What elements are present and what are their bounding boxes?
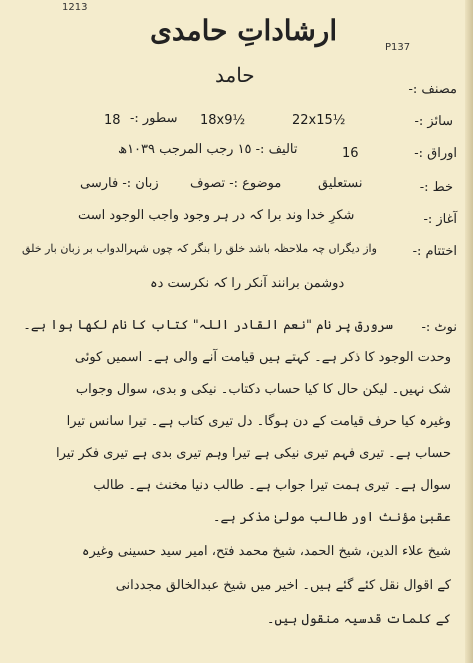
note-line-3: شک نہیں۔ لیکن حال کا کیا حساب دکتاب۔ نیکی و بدی، سوال وجواب bbox=[75, 382, 451, 397]
note-line-1: سرورق پر نام "نعم القادر اللہ" کتاب کا نام لکھا ہوا ہے۔ bbox=[23, 318, 393, 333]
size-label: سائز :- bbox=[414, 114, 453, 129]
khat-value: نستعلیق bbox=[318, 176, 363, 191]
note-label: نوٹ :- bbox=[421, 320, 457, 335]
auraq-value: 16 bbox=[342, 146, 359, 161]
zaban-value: زبان :- فارسی bbox=[80, 176, 159, 191]
ikhtitam-label: اختتام :- bbox=[412, 244, 457, 259]
size-inner-value: 18x9½ bbox=[200, 113, 246, 128]
aghaz-label: آغاز :- bbox=[423, 212, 457, 227]
musannif-label: مصنف :- bbox=[408, 82, 457, 97]
note-line-5: حساب ہے۔ تیری فہم تیری نیکی ہے تیرا وہم تیری بدی ہے تیری فکر تیرا bbox=[56, 446, 451, 461]
size-value: 22x15½ bbox=[292, 113, 346, 128]
reference-code: P137 bbox=[385, 42, 411, 53]
taleef-value: تالیف :- ١٥ رجب المرجب ١٠٣٩ھ bbox=[118, 142, 298, 157]
note-line-7: عقبیٰ مؤنث اور طالب مولیٰ مذکر ہے۔ bbox=[212, 510, 451, 525]
note-line-4: وغیرہ کیا حرف قیامت کے دن ہوگا۔ دل تیری کتاب ہے۔ تیرا سانس تیرا bbox=[66, 414, 451, 429]
note-line-8: شیخ علاء الدین، شیخ الحمد، شیخ محمد فتح، امیر سید حسینی وغیرہ bbox=[81, 544, 451, 559]
note-line-6: سوال ہے۔ تیری ہمت تیرا جواب ہے۔ طالب دنیا مخنث ہے۔ طالب bbox=[93, 478, 451, 493]
ikhtitam-line-1: واز دیگراں چہ ملاحظہ باشد خلق را بنگر کہ چوں شہرالدواب بر زبان بار خلق bbox=[22, 242, 377, 255]
note-line-9: کے اقوال نقل کئے گئے ہیں۔ اخیر میں شیخ عبدالخالق مجددانی bbox=[115, 578, 451, 593]
ikhtitam-line-2: دوشمن برانند آنکر را کہ نکرست دہ bbox=[150, 276, 345, 291]
author-name: حامد bbox=[215, 63, 255, 87]
page-number: 1213 bbox=[62, 2, 88, 13]
sutoor-label: سطور :- bbox=[130, 111, 178, 126]
sutoor-value: 18 bbox=[104, 113, 121, 128]
auraq-label: اوراق :- bbox=[414, 146, 457, 161]
note-line-2: وحدت الوجود کا ذکر ہے۔ کہتے ہیں قیامت آنے والی ہے۔ اسمیں کوئی bbox=[74, 350, 451, 365]
manuscript-title: ارشاداتِ حامدی bbox=[150, 14, 338, 47]
mauzu-value: موضوع :- تصوف bbox=[190, 176, 282, 191]
khat-label: خط :- bbox=[419, 180, 453, 195]
page-edge bbox=[465, 0, 473, 663]
aghaz-text: شکرِ خدا وند برا کہ در ہر وجود واجب الوجود است bbox=[78, 208, 355, 223]
note-line-10: کے کلمات قدسیہ منقول ہیں۔ bbox=[266, 612, 451, 627]
